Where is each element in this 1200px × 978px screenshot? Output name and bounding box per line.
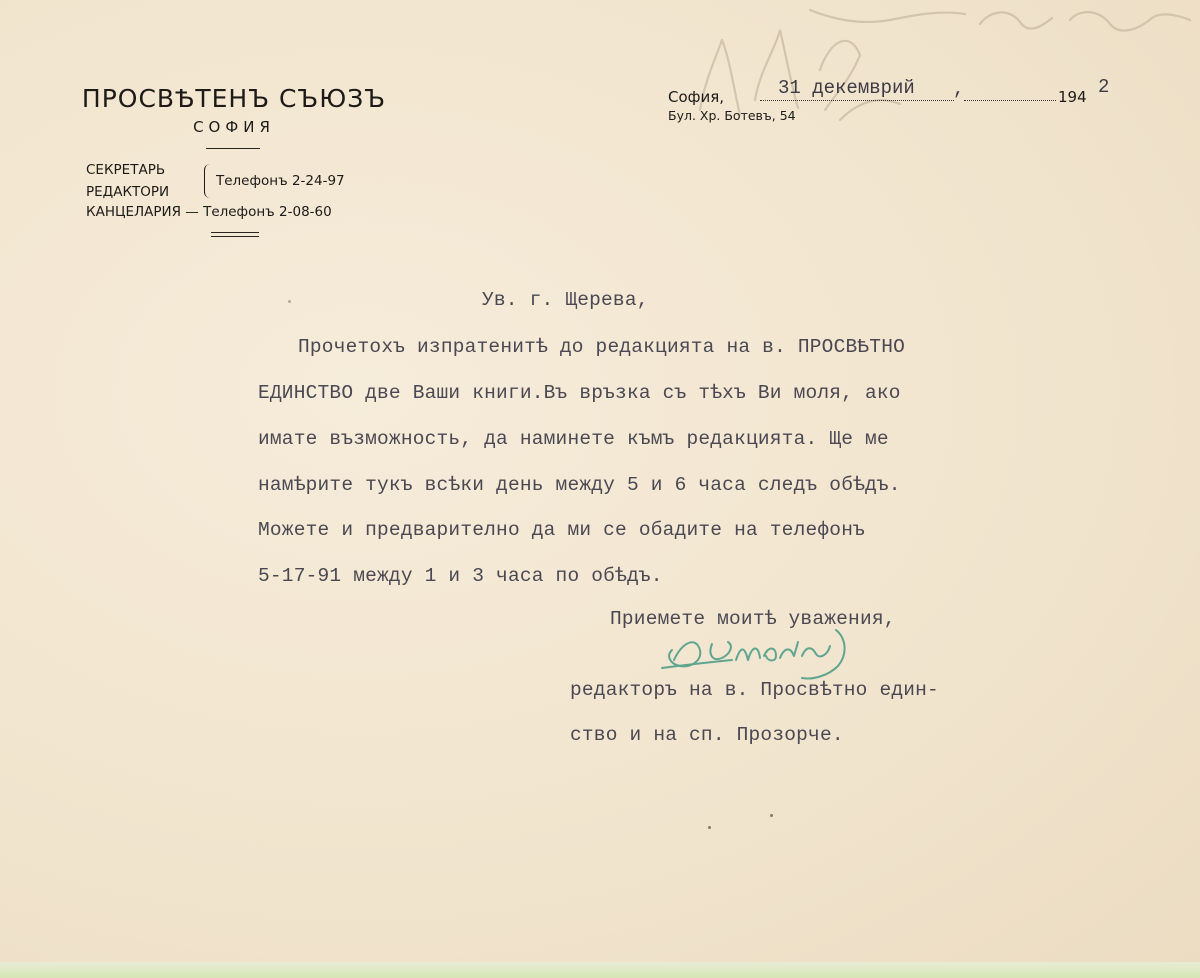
contact-brace [204, 164, 210, 198]
body-line-5: Можете и предварително да ми се обадите на телефонъ [258, 519, 865, 541]
year-typed-digit: 2 [1098, 76, 1110, 98]
typed-date-comma: , [953, 78, 965, 100]
date-dotted-line [760, 100, 954, 101]
letterhead-divider [206, 148, 260, 149]
contact-phone-primary: Телефонъ 2-24-97 [216, 173, 345, 189]
paper-speck [708, 826, 711, 829]
page-bottom-edge [0, 962, 1200, 978]
signature-title-line-1: редакторъ на в. Просвѣтно един- [570, 679, 939, 701]
paper-speck [770, 814, 773, 817]
organization-name: ПРОСВѢТЕНЪ СЪЮЗЪ [81, 84, 387, 113]
date-dotted-line-2 [964, 100, 1056, 101]
contact-office: КАНЦЕЛАРИЯ — Телефонъ 2-08-60 [86, 204, 332, 220]
body-line-4: намѣрите тукъ всѣки день между 5 и 6 часа следъ обѣдъ. [258, 474, 901, 496]
typed-date: 31 декемврий [778, 77, 915, 99]
signature-title-line-2: ство и на сп. Прозорче. [570, 724, 844, 746]
contact-secretary: СЕКРЕТАРЬ [86, 162, 166, 178]
salutation: Ув. г. Щерева, [482, 289, 649, 311]
body-line-1: Прочетохъ изпратенитѣ до редакцията на в. ПРОСВѢТНО [298, 336, 905, 358]
street-address: Бул. Хр. Ботевъ, 54 [668, 108, 796, 123]
organization-city: СОФИЯ [193, 118, 275, 136]
contact-editors: РЕДАКТОРИ [86, 184, 170, 200]
letterhead-double-rule [211, 232, 259, 237]
body-line-6: 5-17-91 между 1 и 3 часа по обѣдъ. [258, 565, 663, 587]
paper-speck [288, 300, 291, 303]
body-line-2: ЕДИНСТВО две Ваши книги.Въ връзка съ тѣхъ Ви моля, ако [258, 382, 901, 404]
body-line-3: имате възможность, да наминете къмъ редакцията. Ще ме [258, 428, 889, 450]
year-prefix: 194 [1058, 88, 1087, 106]
closing-line: Приемете моитѣ уважения, [610, 608, 896, 630]
date-city-label: София, [668, 88, 725, 106]
